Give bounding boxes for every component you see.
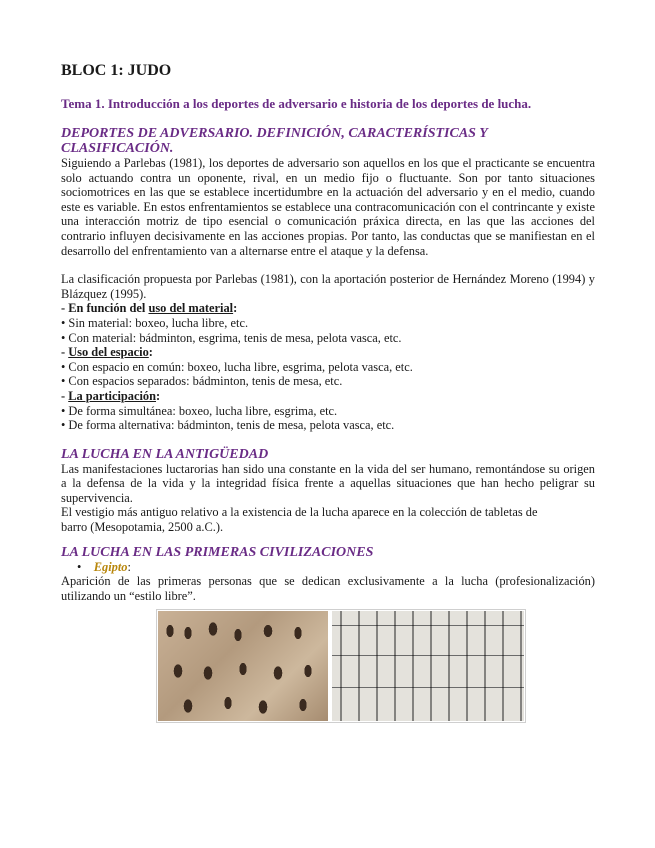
- section-title-deportes: DEPORTES DE ADVERSARIO. DEFINICIÓN, CARACTERÍSTICAS Y CLASIFICACIÓN.: [61, 126, 488, 156]
- bullet-dot-icon: •: [77, 559, 82, 574]
- egyptian-wrestling-images: [156, 609, 526, 723]
- group-material-list: [61, 316, 595, 345]
- group-material-heading: - En función del uso del material:: [61, 301, 238, 316]
- list-item: • De forma simultánea: boxeo, lucha libre, esgrima, etc.: [61, 403, 338, 418]
- section1-paragraph1: Siguiendo a Parlebas (1981), los deportes de adversario son aquellos en los que el practicante se encuentra solo actuando contra un oponente, rival, en un medio fijo o fluctuante. Son por tanto situaciones sociomotrices en las que se establece incertidumbre en la actuación del adversario y en el medio, cuando este es variable. En estos enfrentamientos se establece una contracomunicación con el contrincante y existe una interacción motriz de tipo esencial o comunicación práxica directa, en las que las acciones del contrario influyen decisivamente en las acciones propias. Por tanto, las conductas que se manifiestan en el desarrollo del enfrentamiento van a alternarse entre el ataque y la defensa.: [61, 156, 595, 258]
- list-item: • Con espacios separados: bádminton, tenis de mesa, etc.: [61, 374, 343, 389]
- list-item: • Con material: bádminton, esgrima, tenis de mesa, pelota vasca, etc.: [61, 330, 402, 345]
- section2-paragraph2-line1: El vestigio más antiguo relativo a la existencia de la lucha aparece en la colección de tabletas de: [61, 505, 538, 520]
- bloc-title: BLOC 1: JUDO: [61, 62, 172, 79]
- section2-paragraph1: Las manifestaciones luctarorias han sido una constante en la vida del ser humano, remontándose su origen a la defensa de la vida y la integridad física frente a aquellas situaciones que han hecho peligrar su supervivencia.: [61, 461, 595, 505]
- group-espacio-heading: - Uso del espacio:: [61, 345, 153, 360]
- section-title-antiguedad: LA LUCHA EN LA ANTIGÜEDAD: [61, 446, 269, 462]
- group-participacion-heading: - La participación:: [61, 388, 161, 403]
- group-espacio-list: [61, 360, 595, 389]
- egipto-bullet: • Egipto:: [77, 559, 131, 574]
- tema-title: Tema 1. Introducción a los deportes de adversario e historia de los deportes de lucha.: [61, 96, 532, 111]
- wrestling-relief-image: [158, 611, 328, 721]
- document-page: [61, 62, 595, 723]
- underlined-term: Uso del espacio: [68, 345, 149, 360]
- section3-paragraph: Aparición de las primeras personas que se dedican exclusivamente a la lucha (profesionalización) utilizando un “estilo libre”.: [61, 574, 595, 603]
- list-item: • De forma alternativa: bádminton, tenis de mesa, pelota vasca, etc.: [61, 418, 395, 433]
- group-participacion-list: [61, 404, 595, 433]
- section2-paragraph2-line2: barro (Mesopotamia, 2500 a.C.).: [61, 520, 224, 535]
- list-item: • Sin material: boxeo, lucha libre, etc.: [61, 315, 249, 330]
- section1-paragraph2: La clasificación propuesta por Parlebas (1981), con la aportación posterior de Hernández Moreno (1994) y Blázquez (1995).: [61, 272, 595, 301]
- section-title-civilizaciones: LA LUCHA EN LAS PRIMERAS CIVILIZACIONES: [61, 544, 374, 560]
- underlined-term: uso del material: [148, 301, 234, 316]
- underlined-term: La participación: [68, 388, 157, 403]
- list-item: • Con espacio en común: boxeo, lucha libre, esgrima, pelota vasca, etc.: [61, 359, 413, 374]
- wrestling-hieroglyph-image: [332, 611, 524, 721]
